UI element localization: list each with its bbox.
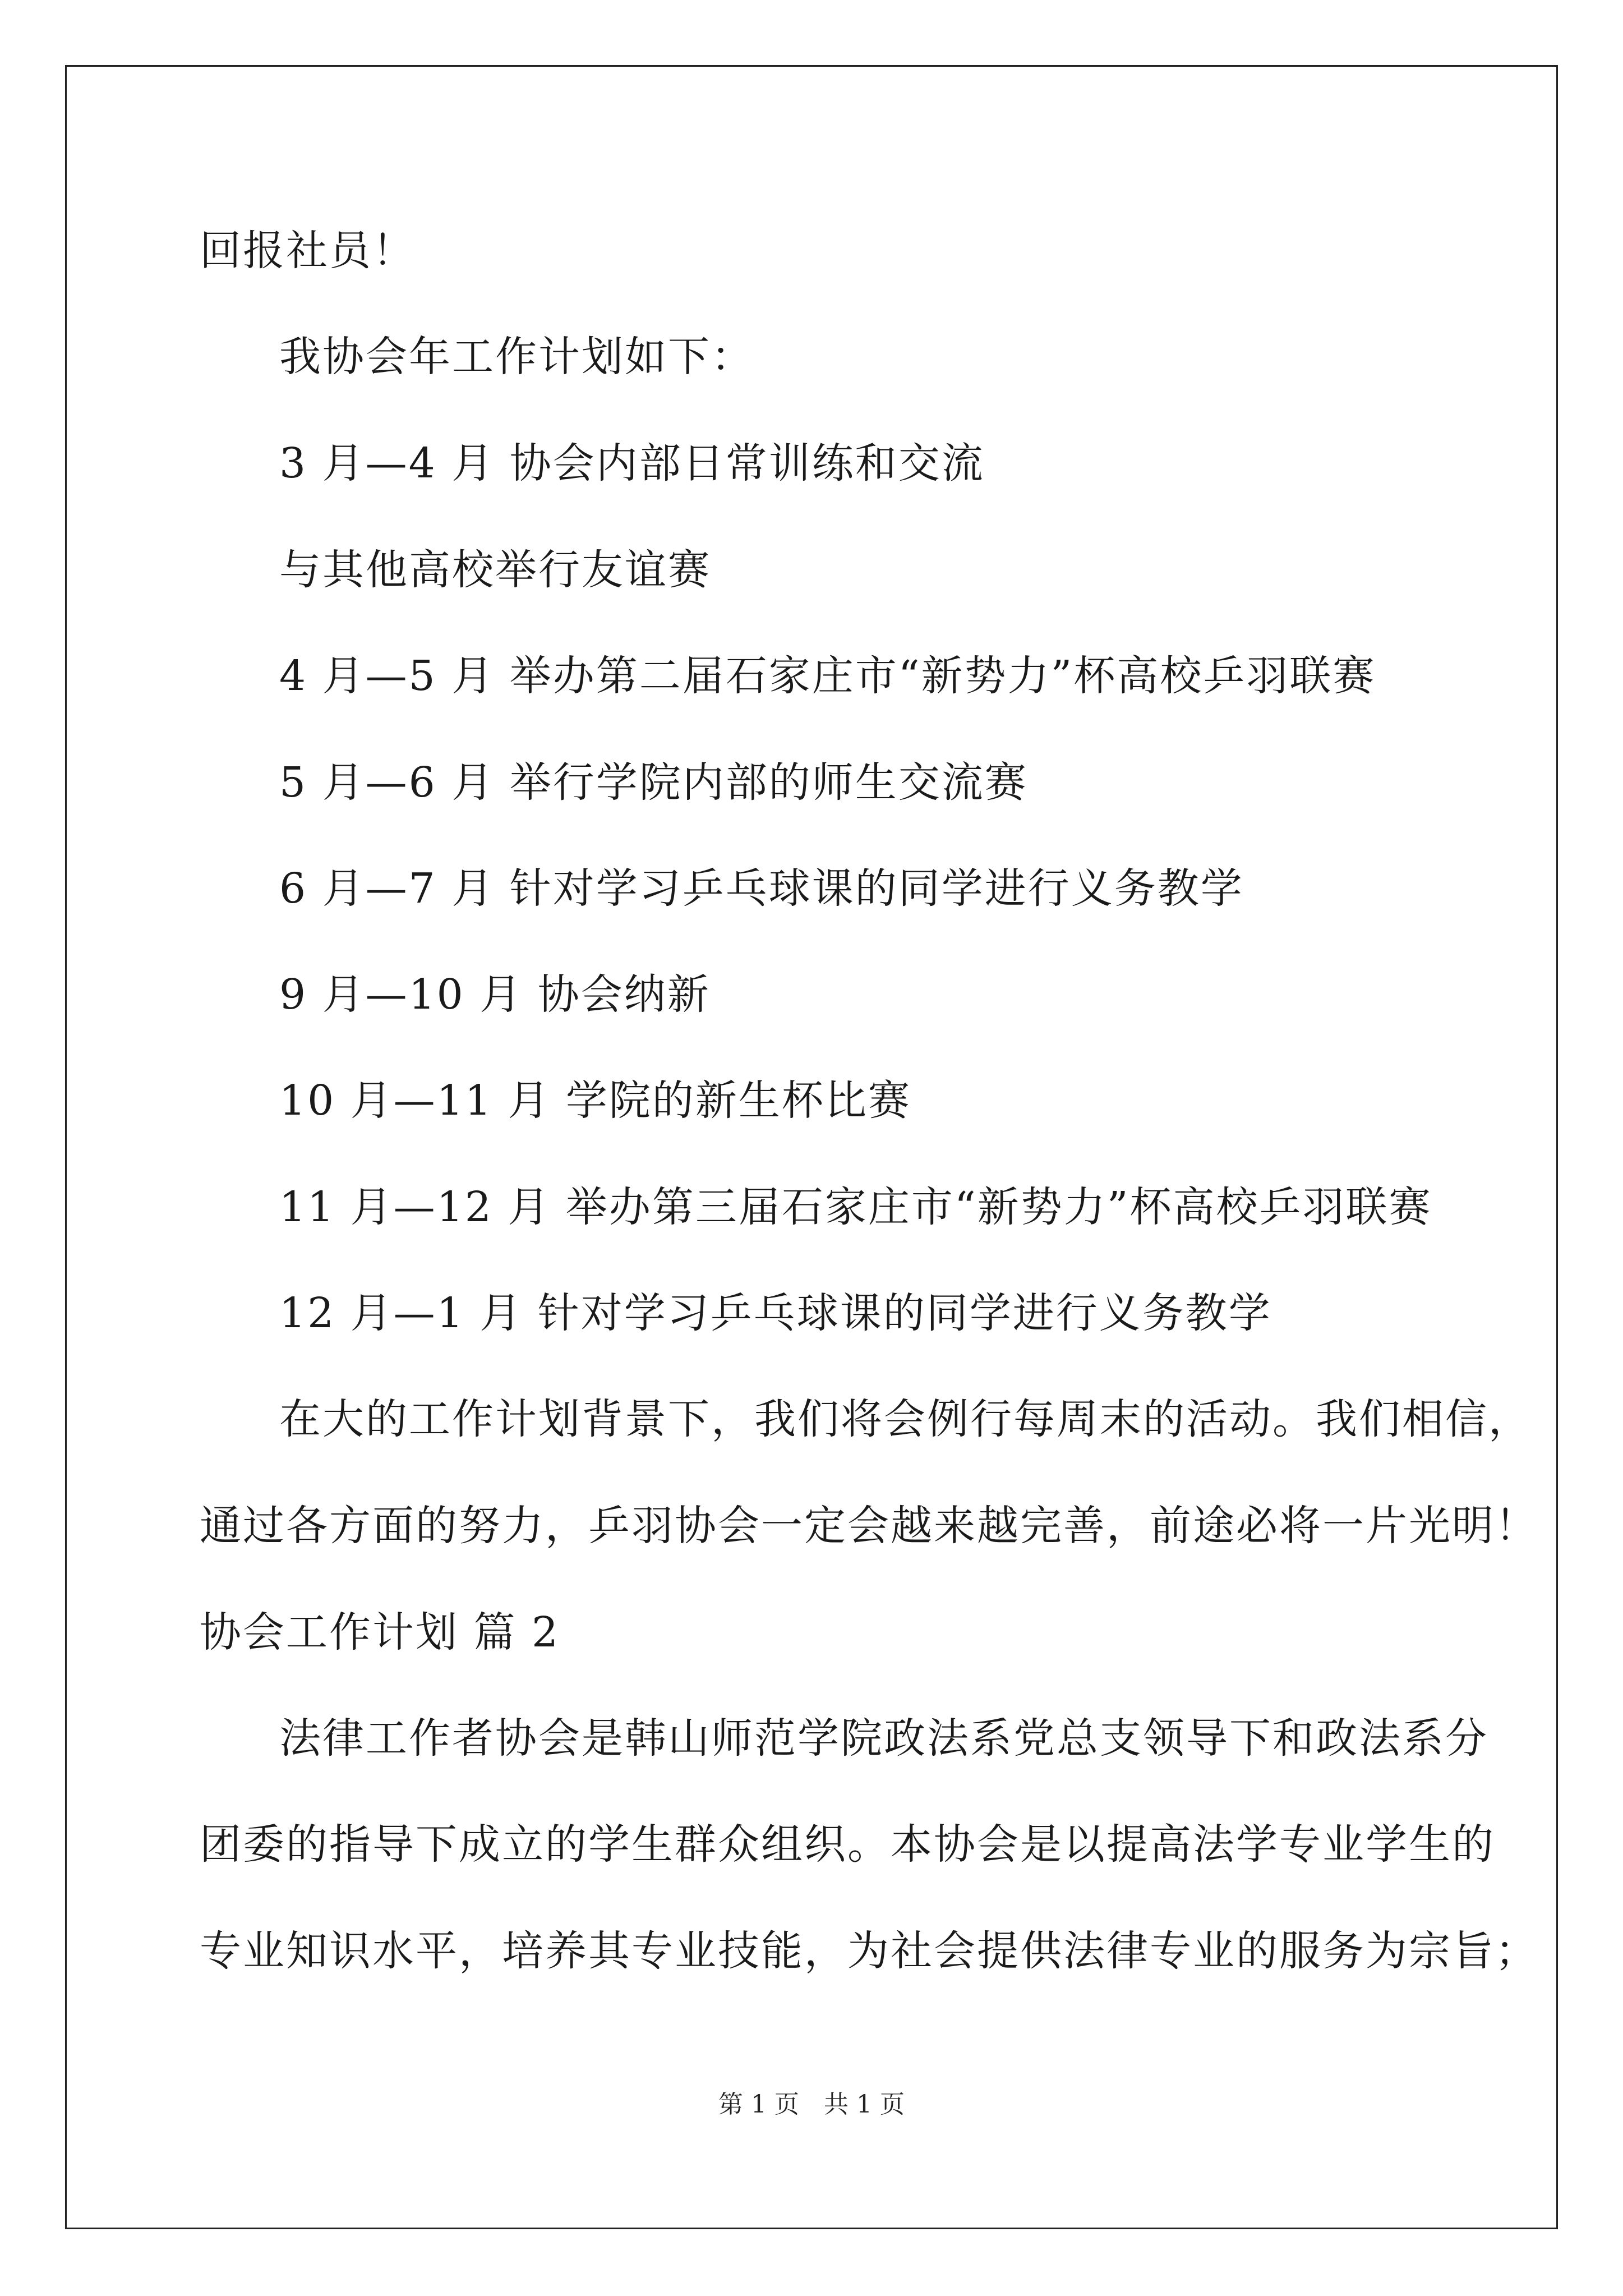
text-line: 12 月—1 月 针对学习乒乓球课的同学进行义务教学	[279, 1289, 1272, 1337]
text-line: 回报社员！	[200, 227, 416, 275]
text-line: 通过各方面的努力，乒羽协会一定会越来越完善，前途必将一片光明！	[200, 1502, 1538, 1550]
text-line: 法律工作者协会是韩山师范学院政法系党总支领导下和政法系分	[279, 1714, 1488, 1763]
text-line: 10 月—11 月 学院的新生杯比赛	[279, 1076, 911, 1125]
page-border	[65, 65, 1558, 2229]
page-footer: 第 1 页 共 1 页	[718, 2090, 905, 2119]
text-line: 5 月—6 月 举行学院内部的师生交流赛	[279, 758, 1028, 807]
text-line: 9 月—10 月 协会纳新	[279, 970, 711, 1019]
text-line: 6 月—7 月 针对学习乒乓球课的同学进行义务教学	[279, 864, 1244, 913]
text-line: 专业知识水平，培养其专业技能，为社会提供法律专业的服务为宗旨；	[200, 1927, 1538, 1975]
text-line: 在大的工作计划背景下，我们将会例行每周末的活动。我们相信，	[279, 1395, 1532, 1443]
text-line: 团委的指导下成立的学生群众组织。本协会是以提高法学专业学生的	[200, 1820, 1495, 1869]
text-line: 11 月—12 月 举办第三届石家庄市“新势力”杯高校乒羽联赛	[279, 1183, 1432, 1231]
text-line: 与其他高校举行友谊赛	[279, 546, 711, 594]
section-heading: 协会工作计划 篇 2	[200, 1608, 560, 1657]
text-line: 3 月—4 月 协会内部日常训练和交流	[279, 439, 985, 487]
text-line: 4 月—5 月 举办第二届石家庄市“新势力”杯高校乒羽联赛	[279, 652, 1376, 700]
text-line: 我协会年工作计划如下：	[279, 333, 754, 381]
